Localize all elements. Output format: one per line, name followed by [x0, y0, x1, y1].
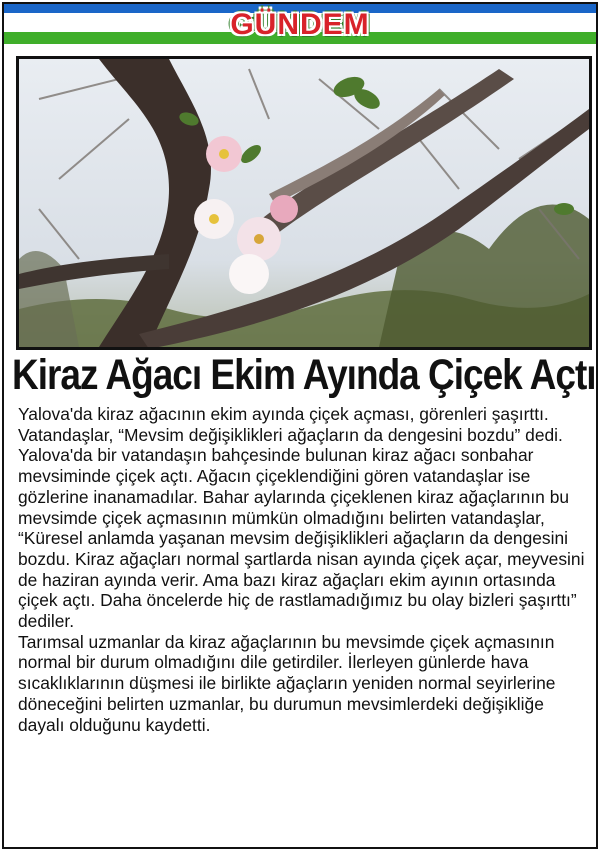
- article-paragraph: Tarımsal uzmanlar da kiraz ağaçlarının bu mevsimde çiçek açmasının normal bir durum olmadığını dile getirdiler. İlerleyen günlerde hava sıcaklıklarının düşmesi ile birlikte ağaçların yeniden normal seyirlerine döneceğini belirten uzmanlar, bu durumun mevsimlerdeki değişikliğe dayalı olduğunu kaydetti.: [18, 631, 556, 735]
- article-body: [18, 404, 588, 735]
- article-paragraph: Yalova'da bir vatandaşın bahçesinde bulunan kiraz ağacı sonbahar mevsiminde çiçek açtı. Ağacın çiçeklendiğini gören vatandaşlar ise gözlerine inanamadılar. Bahar aylarında çiçeklenen kiraz ağaçlarının bu mevsimde çiçek açmasının mümkün olmadığını belirten vatandaşlar, “Küresel anlamda yaşanan mevsim değişiklikleri ağaçların da dengesini bozdu. Kiraz ağaçları normal şartlarda nisan ayında çiçek açar, meyvesini de haziran ayında verir. Ama bazı kiraz ağaçları ekim ayının ortasında çiçek açtı. Daha öncelerde hiç de rastlamadığımız bu olay bizleri şaşırttı” dediler.: [18, 445, 585, 632]
- masthead-title: GÜNDEM: [230, 8, 370, 41]
- article-paragraph: Yalova'da kiraz ağacının ekim ayında çiçek açması, görenleri şaşırttı. Vatandaşlar, “Mevsim değişiklikleri ağaçların da dengesini bozdu” dedi.: [18, 404, 563, 445]
- news-clipping: [2, 2, 598, 849]
- article-headline: Kiraz Ağacı Ekim Ayında Çiçek Açtı: [12, 350, 596, 398]
- article-photo: [16, 56, 592, 350]
- cherry-blossom-photo: [19, 59, 589, 347]
